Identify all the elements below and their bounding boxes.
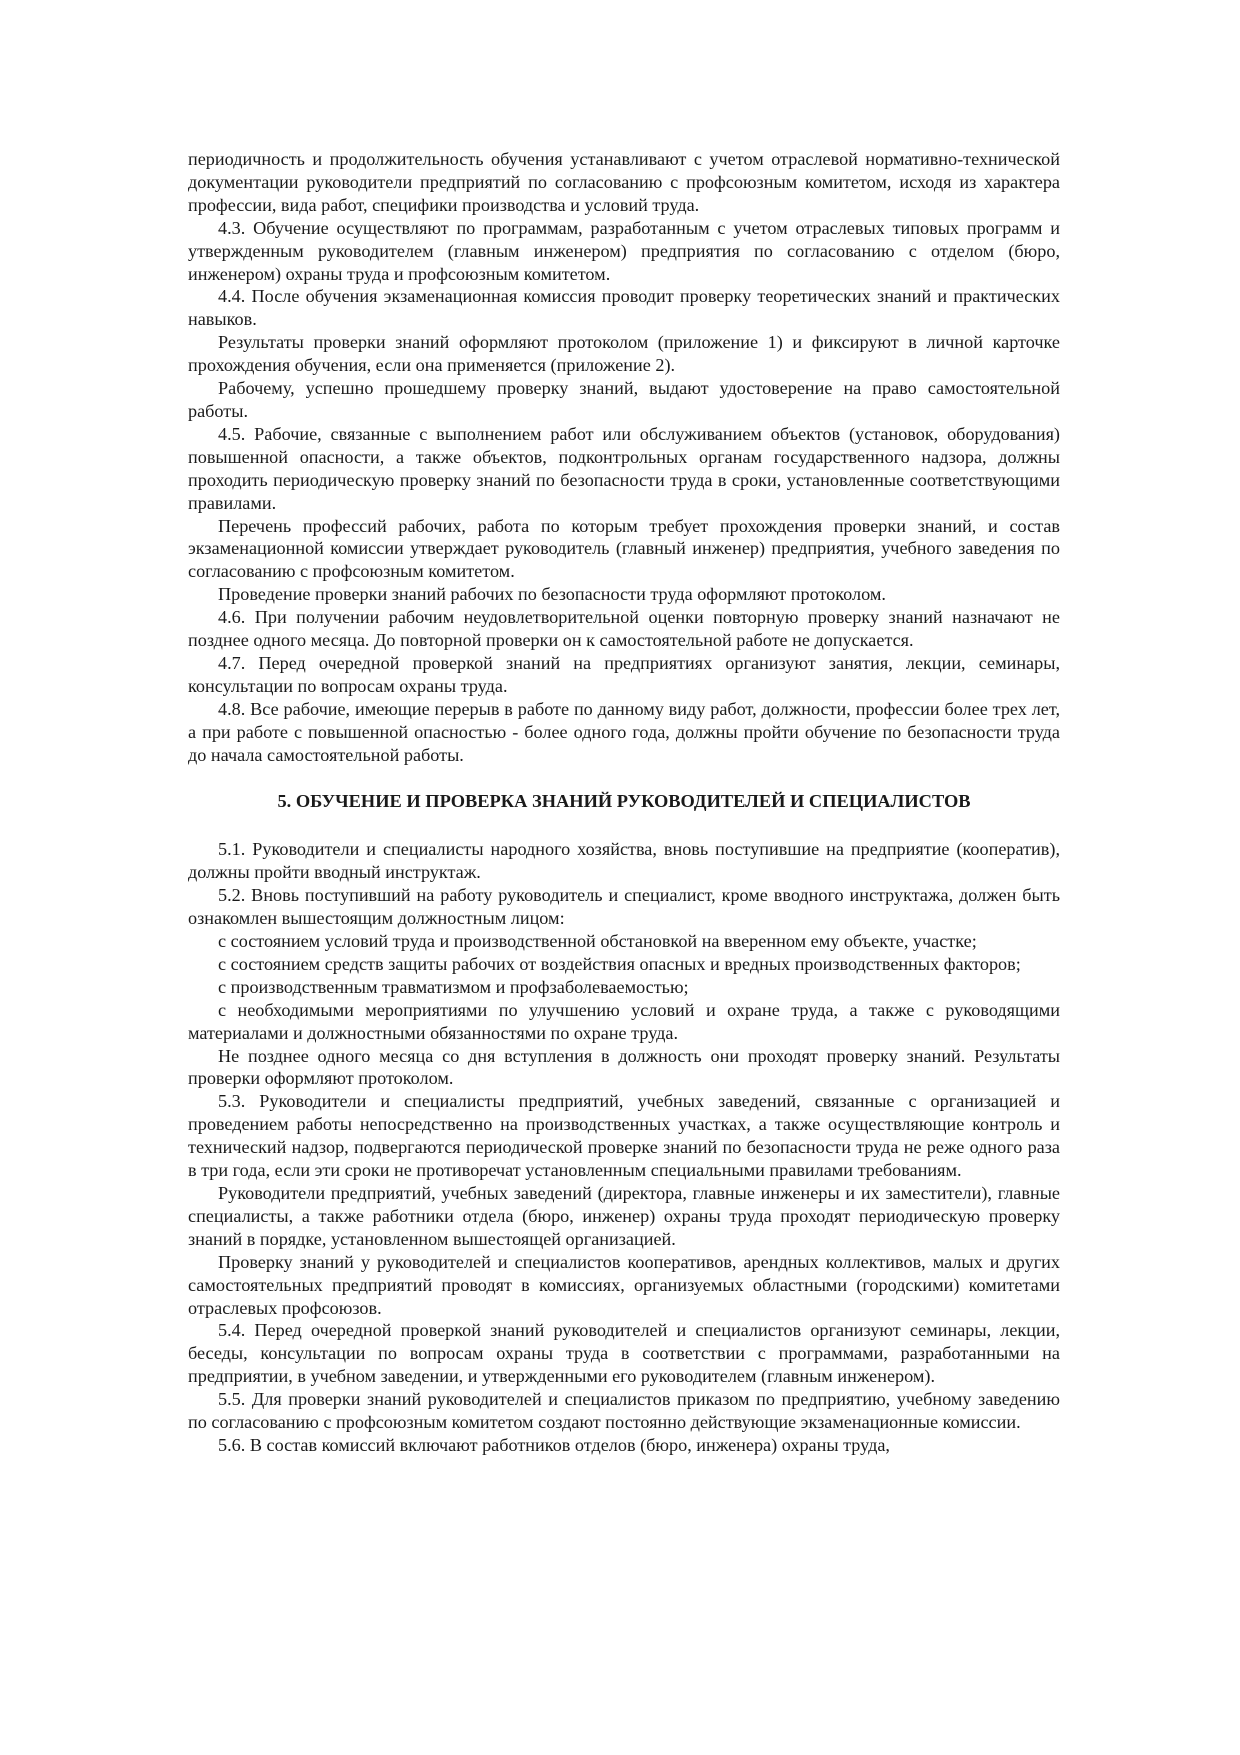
paragraph: 4.8. Все рабочие, имеющие перерыв в работе по данному виду работ, должности, профессии более трех лет, а при работе с повышенной опасностью - более одного года, должны пройти обучение по безопасности труда до начала самостоятельной работы.	[188, 698, 1060, 765]
paragraph: Проведение проверки знаний рабочих по безопасности труда оформляют протоколом.	[218, 584, 886, 605]
section-5	[188, 838, 1060, 1456]
paragraph: 5.4. Перед очередной проверкой знаний руководителей и специалистов организуют семинары, лекции, беседы, консультации по вопросам охраны труда в соответствии с программами, разработанными на предприятии, в учебном заведении, и утвержденными его руководителем (главным инженером).	[188, 1320, 1060, 1387]
paragraph: с необходимыми мероприятиями по улучшению условий и охране труда, а также с руководящими материалами и должностными обязанностями по охране труда.	[188, 999, 1060, 1043]
document-page	[188, 148, 1060, 1457]
paragraph: 4.4. После обучения экзаменационная комиссия проводит проверку теоретических знаний и практических навыков.	[188, 286, 1060, 330]
paragraph: 4.7. Перед очередной проверкой знаний на предприятиях организуют занятия, лекции, семинары, консультации по вопросам охраны труда.	[188, 652, 1060, 696]
paragraph: Перечень профессий рабочих, работа по которым требует прохождения проверки знаний, и состав экзаменационной комиссии утверждает руководитель (главный инженер) предприятия, учебного заведения по согласованию с профсоюзным комитетом.	[188, 515, 1060, 582]
paragraph: Руководители предприятий, учебных заведений (директора, главные инженеры и их заместители), главные специалисты, а также работники отдела (бюро, инженер) охраны труда проходят периодическую проверку знаний в порядке, установленном вышестоящей организацией.	[188, 1182, 1060, 1249]
paragraph: Рабочему, успешно прошедшему проверку знаний, выдают удостоверение на право самостоятельной работы.	[188, 378, 1060, 421]
paragraph: 5.6. В состав комиссий включают работников отделов (бюро, инженера) охраны труда,	[218, 1434, 890, 1455]
paragraph: 4.3. Обучение осуществляют по программам, разработанным с учетом отраслевых типовых программ и утвержденным руководителем (главным инженером) предприятия по согласованию с отделом (бюро, инженером) охраны труда и профсоюзным комитетом.	[188, 217, 1060, 284]
paragraph: 5.5. Для проверки знаний руководителей и специалистов приказом по предприятию, учебному заведению по согласованию с профсоюзным комитетом создают постоянно действующие экзаменационные комиссии.	[188, 1389, 1060, 1433]
paragraph: с состоянием условий труда и производственной обстановкой на вверенном ему объекте, участке;	[218, 931, 977, 951]
paragraph: Проверку знаний у руководителей и специалистов кооперативов, арендных коллективов, малых и других самостоятельных предприятий проводят в комиссиях, организуемых областными (городскими) комитетами отраслевых профсоюзов.	[188, 1251, 1060, 1318]
paragraph: с производственным травматизмом и профзаболеваемостью;	[218, 976, 689, 997]
paragraph: 5.1. Руководители и специалисты народного хозяйства, вновь поступившие на предприятие (кооператив), должны пройти вводный инструктаж.	[188, 839, 1060, 883]
paragraph: Результаты проверки знаний оформляют протоколом (приложение 1) и фиксируют в личной карточке прохождения обучения, если она применяется (приложение 2).	[188, 332, 1060, 376]
paragraph: Не позднее одного месяца со дня вступления в должность они проходят проверку знаний. Результаты проверки оформляют протоколом.	[188, 1045, 1060, 1089]
paragraph: 4.5. Рабочие, связанные с выполнением работ или обслуживанием объектов (установок, оборудования) повышенной опасности, а также объектов, подконтрольных органам государственного надзора, должны проходить периодическую проверку знаний по безопасности труда в сроки, установленные соответствующими правилами.	[188, 423, 1060, 513]
paragraph: с состоянием средств защиты рабочих от воздействия опасных и вредных производственных факторов;	[218, 953, 1021, 974]
paragraph: периодичность и продолжительность обучения устанавливают с учетом отраслевой нормативно-технической документации руководители предприятий по согласованию с профсоюзным комитетом, исходя из характера профессии, вида работ, специфики производства и условий труда.	[188, 149, 1060, 215]
paragraph: 5.3. Руководители и специалисты предприятий, учебных заведений, связанные с организацией и проведением работы непосредственно на производственных участках, а также осуществляющие контроль и технический надзор, подвергаются периодической проверке знаний по безопасности труда не реже одного раза в три года, если эти сроки не противоречат установленным специальными правилами требованиям.	[188, 1091, 1060, 1181]
paragraph: 5.2. Вновь поступивший на работу руководитель и специалист, кроме вводного инструктажа, должен быть ознакомлен вышестоящим должностным лицом:	[188, 885, 1060, 929]
section-4-continued	[188, 148, 1060, 766]
paragraph: 4.6. При получении рабочим неудовлетворительной оценки повторную проверку знаний назначают не позднее одного месяца. До повторной проверки он к самостоятельной работе не допускается.	[188, 607, 1060, 651]
section-5-heading: 5. ОБУЧЕНИЕ И ПРОВЕРКА ЗНАНИЙ РУКОВОДИТЕЛЕЙ И СПЕЦИАЛИСТОВ	[277, 791, 971, 812]
